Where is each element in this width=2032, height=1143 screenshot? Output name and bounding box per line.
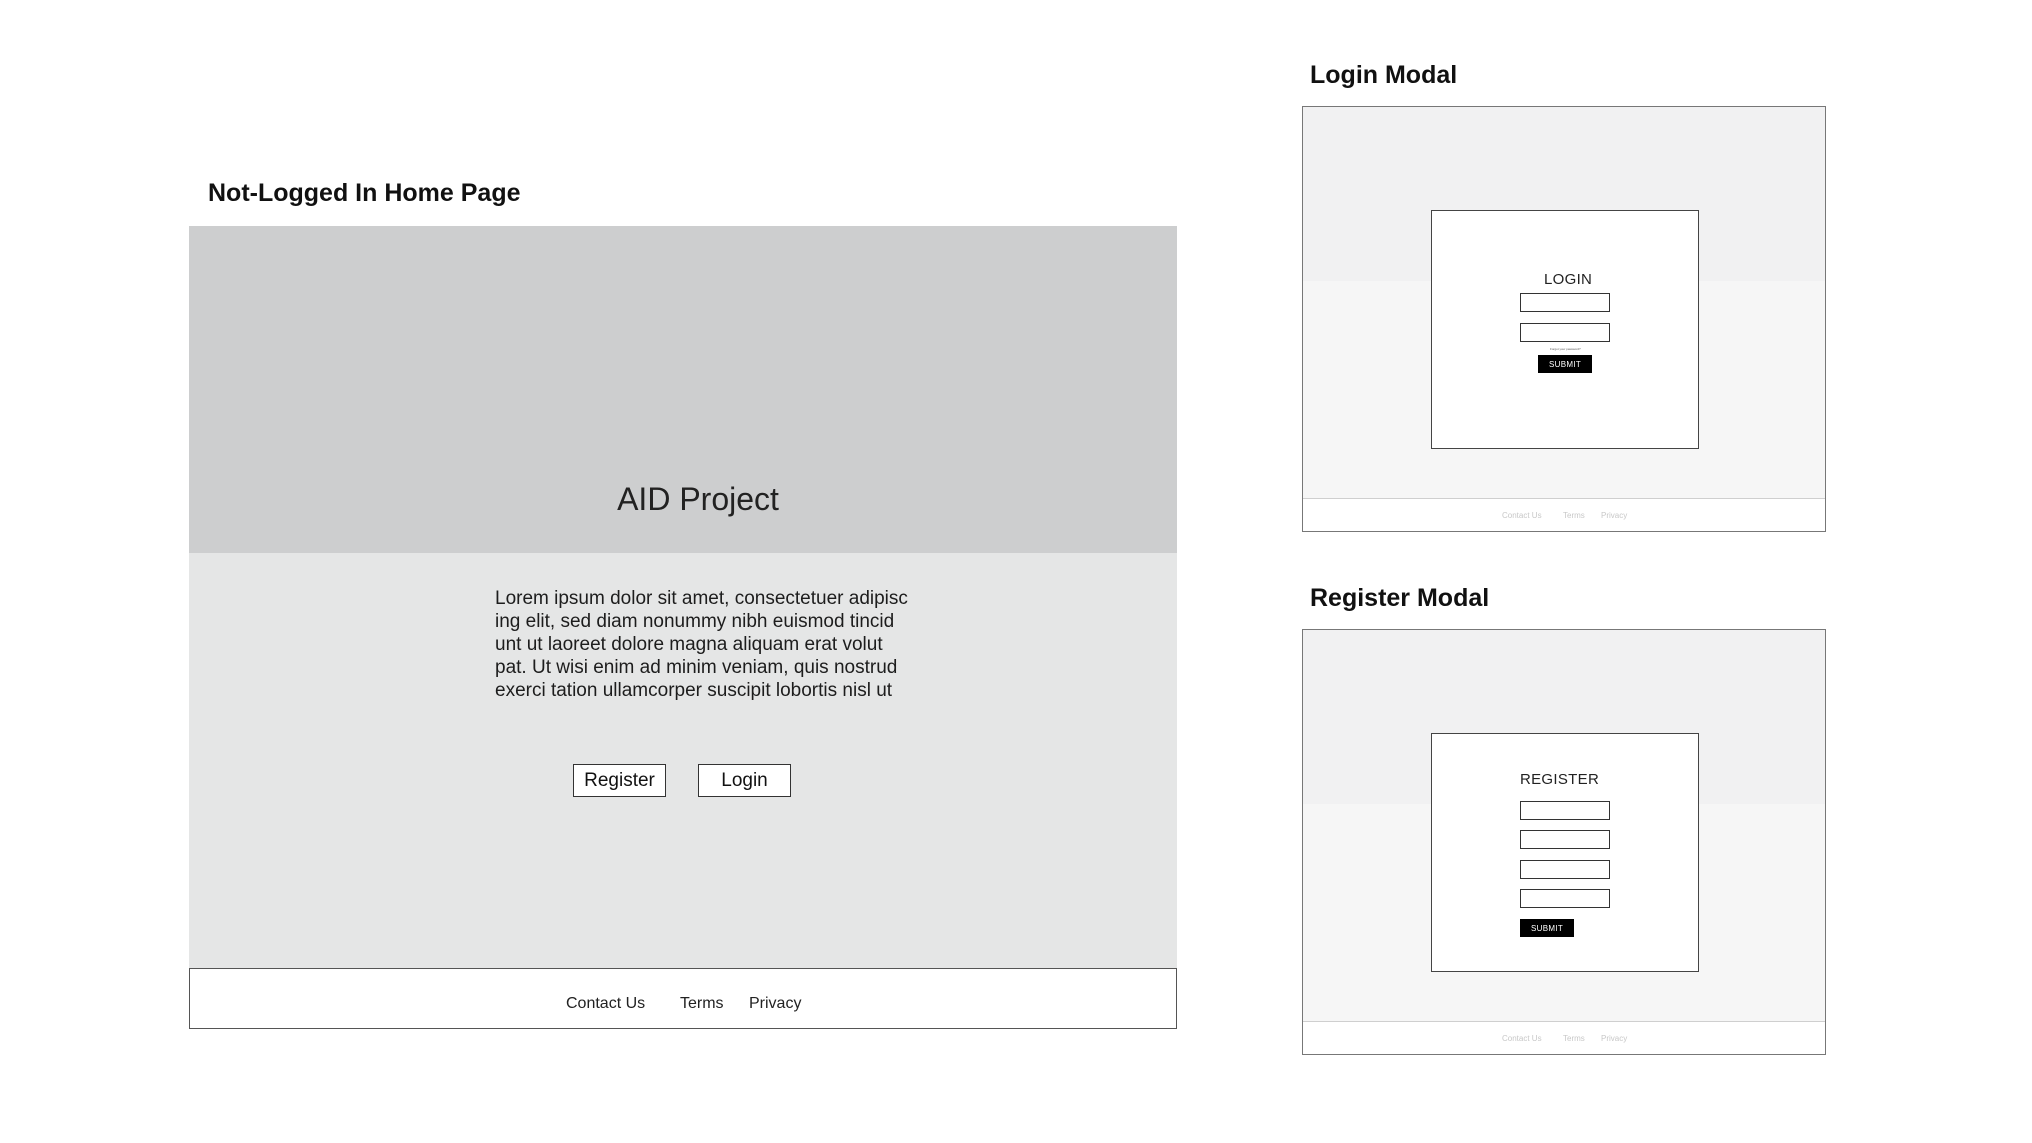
forgot-password-link[interactable]: Forgot your password? [1550, 347, 1581, 351]
password-field[interactable] [1520, 323, 1610, 342]
register-field-4[interactable] [1520, 889, 1610, 908]
login-button[interactable]: Login [698, 764, 791, 797]
footer-terms-link[interactable]: Terms [1563, 1034, 1585, 1043]
intro-line: unt ut laoreet dolore magna aliquam erat volut [495, 634, 883, 655]
hero-section [189, 226, 1177, 553]
register-modal-heading: Register Modal [1310, 584, 1490, 612]
site-title: AID Project [617, 481, 779, 517]
modal-page-footer [1303, 1021, 1825, 1054]
register-button[interactable]: Register [573, 764, 666, 797]
modal-page-footer [1303, 498, 1825, 531]
register-modal-mockup [1302, 629, 1826, 1055]
footer-privacy-link[interactable]: Privacy [749, 995, 802, 1012]
footer-terms-link[interactable]: Terms [680, 995, 724, 1012]
site-footer [189, 968, 1177, 1029]
register-dialog [1431, 733, 1699, 972]
register-field-2[interactable] [1520, 830, 1610, 849]
intro-line: Lorem ipsum dolor sit amet, consectetuer adipisc [495, 588, 908, 609]
intro-line: exerci tation ullamcorper suscipit lobortis nisl ut [495, 680, 893, 701]
home-page-mockup [189, 226, 1177, 1029]
intro-line: ing elit, sed diam nonummy nibh euismod tincid [495, 611, 895, 632]
register-field-1[interactable] [1520, 801, 1610, 820]
register-field-3[interactable] [1520, 860, 1610, 879]
username-field[interactable] [1520, 293, 1610, 312]
footer-privacy-link[interactable]: Privacy [1601, 511, 1628, 520]
footer-privacy-link[interactable]: Privacy [1601, 1034, 1628, 1043]
login-modal-mockup [1302, 106, 1826, 532]
login-submit-button[interactable]: SUBMIT [1538, 355, 1592, 373]
register-submit-button[interactable]: SUBMIT [1520, 919, 1574, 937]
footer-contact-link[interactable]: Contact Us [566, 995, 646, 1012]
footer-terms-link[interactable]: Terms [1563, 511, 1585, 520]
login-modal-heading: Login Modal [1310, 61, 1458, 89]
register-dialog-title: REGISTER [1520, 771, 1600, 788]
login-dialog [1431, 210, 1699, 449]
home-page-heading: Not-Logged In Home Page [208, 179, 521, 207]
footer-contact-link[interactable]: Contact Us [1502, 511, 1542, 520]
footer-contact-link[interactable]: Contact Us [1502, 1034, 1542, 1043]
content-section [189, 553, 1177, 968]
intro-paragraph [495, 587, 915, 702]
intro-line: pat. Ut wisi enim ad minim veniam, quis nostrud [495, 657, 898, 678]
login-dialog-title: LOGIN [1544, 271, 1593, 288]
